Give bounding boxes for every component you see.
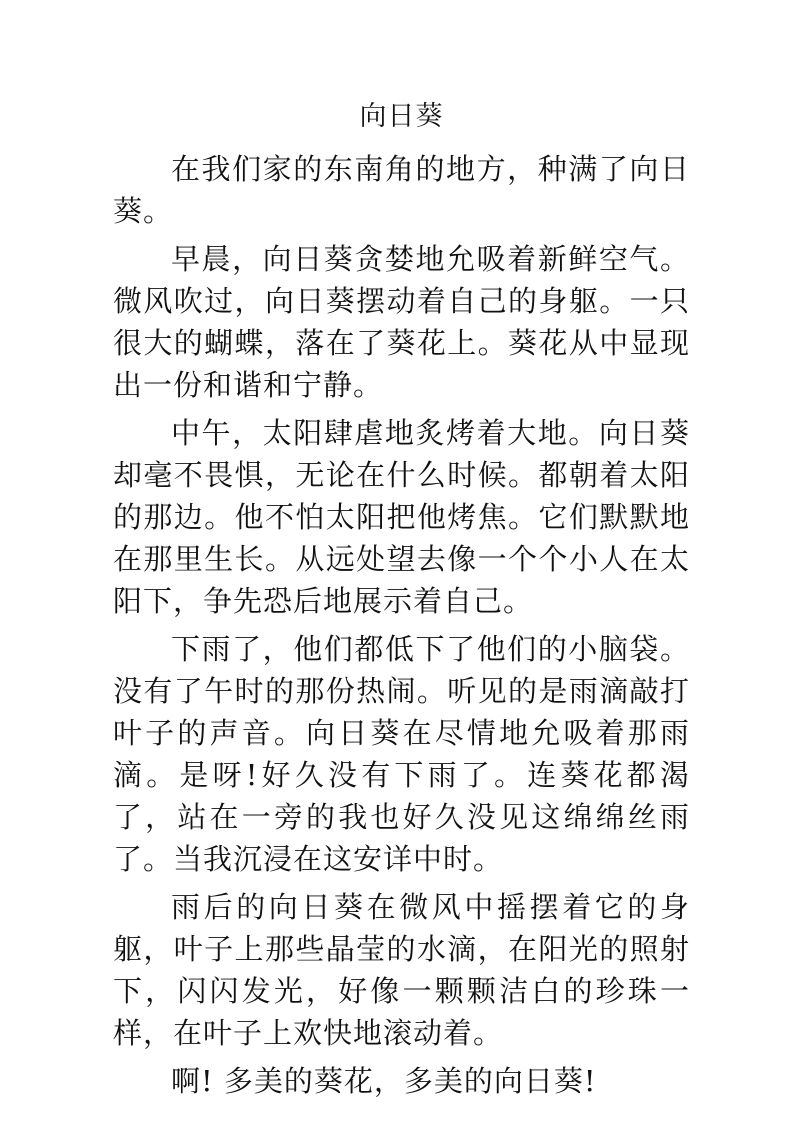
paragraph-intro: 在我们家的东南角的地方，种满了向日葵。 — [113, 152, 690, 228]
document-title: 向日葵 — [359, 101, 444, 132]
paragraph-rain: 下雨了，他们都低下了他们的小脑袋。没有了午时的那份热闹。听见的是雨滴敲打叶子的声音。向日葵在尽情地允吸着那雨滴。是呀!好久没有下雨了。连葵花都渴了，站在一旁的我也好久没见这绵绵丝雨了。当我沉浸在这安详中时。 — [113, 632, 690, 876]
paragraph-after-rain: 雨后的向日葵在微风中摇摆着它的身躯，叶子上那些晶莹的水滴，在阳光的照射下，闪闪发光，好像一颗颗洁白的珍珠一样，在叶子上欢快地滚动着。 — [113, 890, 690, 1050]
paragraph-closing: 啊! 多美的葵花，多美的向日葵! — [171, 1064, 597, 1098]
paragraph-morning: 早晨，向日葵贪婪地允吸着新鲜空气。微风吹过，向日葵摆动着自己的身躯。一只很大的蝴蝶，落在了葵花上。葵花从中显现出一份和谐和宁静。 — [113, 242, 690, 402]
paragraph-noon: 中午，太阳肆虐地炙烤着大地。向日葵却毫不畏惧，无论在什么时候。都朝着太阳的那边。他不怕太阳把他烤焦。它们默默地在那里生长。从远处望去像一个个小人在太阳下，争先恐后地展示着自己。 — [113, 416, 690, 618]
